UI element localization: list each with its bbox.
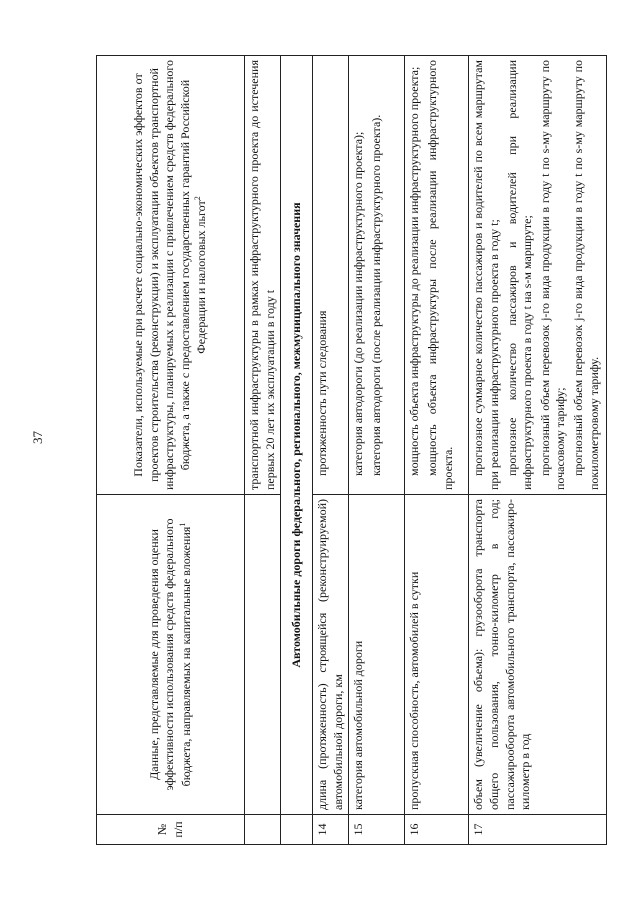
indicator-line: прогнозное суммарное количество пассажиров и водителей по всем маршрутам при реализации инфраструктурного проекта в году t; (471, 60, 501, 490)
row-num: 17 (469, 815, 607, 845)
section-title: Автомобильные дороги федерального, регионального, межмуниципального значения (281, 56, 313, 815)
header-indicators-footnote: 2 (193, 196, 203, 201)
table-row (469, 56, 607, 845)
row-num: 15 (349, 815, 405, 845)
row-indicators (313, 56, 349, 495)
header-data (97, 495, 245, 815)
table-row (405, 56, 469, 845)
continuation-row (245, 56, 281, 845)
indicator-line: мощность объекта инфраструктуры до реализации инфраструктурного проекта; (407, 66, 422, 476)
continuation-text: транспортной инфраструктуры в рамках инфраструктурного проекта до истечения первых 20 лет их эксплуатации в году t (247, 60, 277, 490)
table-row (349, 56, 405, 845)
row-data: категория автомобильной дороги (349, 495, 405, 815)
row-num: 16 (405, 815, 469, 845)
row-num: 14 (313, 815, 349, 845)
indicator-line: прогнозный объем перевозок j-го вида продукции в году t по s-му маршруту по почасовому тарифу; (537, 60, 568, 490)
row-indicators (405, 56, 469, 495)
indicator-line: прогнозный объем перевозок j-го вида продукции в году t по s-му маршруту по покилометровому тарифу. (570, 60, 601, 490)
rotated-table-container (96, 55, 601, 845)
header-indicators-text: Показатели, используемые при расчете социально-экономических эффектов от проектов строительства (реконструкции) и эксплуатации объектов транспортной инфраструктуры, планируемых к реализации с привлечением средств федерального бюджета, а также с предоставлением государственных гарантий Российской Федерации и налоговых льгот (131, 59, 209, 490)
indicator-line: протяженность пути следования (315, 310, 330, 476)
continuation-cell (245, 56, 281, 495)
page-number: 37 (30, 431, 45, 444)
indicators-table (96, 55, 607, 845)
table-header-row (97, 56, 245, 845)
row-indicators (469, 56, 607, 495)
header-indicators (97, 56, 245, 495)
table-row (313, 56, 349, 845)
indicator-line: категория автодороги (до реализации инфраструктурного проекта); (351, 131, 366, 476)
row-data: объем (увеличение объема): грузооборота транспорта общего пользования, тонно-километр в год; пассажирооборота автомобильного транспорта, пассажиро-километр в год (469, 495, 607, 815)
row-data: пропускная способность, автомобилей в сутки (405, 495, 469, 815)
header-data-text: Данные, представляемые для проведения оценки эффективности использования средств федерального бюджета, направляемых на капитальные вложения (146, 518, 193, 791)
indicator-line: прогнозное количество пассажиров и водителей при реализации инфраструктурного проекта в году t на s-м маршруте; (504, 60, 535, 490)
indicator-line: мощность объекта инфраструктуры после реализации инфраструктурного проекта. (424, 60, 455, 490)
section-row (281, 56, 313, 845)
row-data: длина (протяженность) строящейся (реконструируемой) автомобильной дороги, км (313, 495, 349, 815)
header-data-footnote: 1 (177, 522, 187, 527)
row-indicators (349, 56, 405, 495)
header-num-text: № п/п (154, 821, 185, 838)
header-num (97, 815, 245, 845)
indicator-line: категория автодороги (после реализации инфраструктурного проекта). (368, 114, 383, 476)
